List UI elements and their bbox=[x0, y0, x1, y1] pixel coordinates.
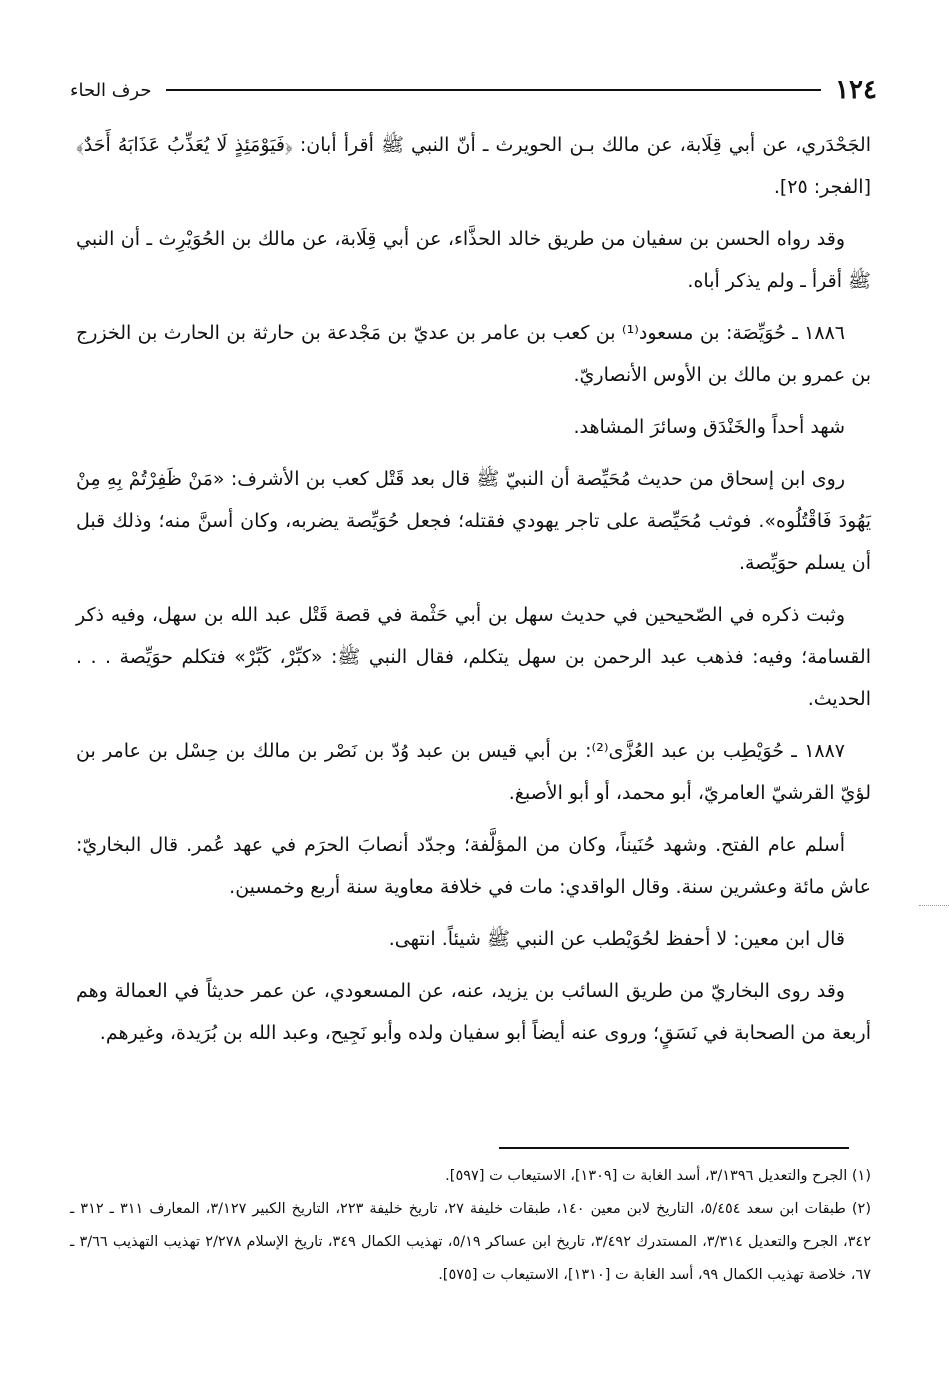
footnotes bbox=[70, 1160, 871, 1292]
footnote-separator bbox=[499, 1147, 849, 1149]
paragraph: وقد روى البخاريّ من طريق السائب بن يزيد، عنه، عن المسعودي، عن عمر حديثاً في العمالة وهم أربعة من الصحابة في نَسَقٍ؛ وروى عنه أيضاً أبو سفيان ولده وأبو نَجِيح، وعبد الله بن بُرَيدة، وغيرهم. bbox=[76, 980, 871, 1044]
paragraph: وثبت ذكره في الصّحيحين في حديث سهل بن أبي حَثْمة في قصة قَتْل عبد الله بن سهل، وفيه ذكر القسامة؛ وفيه: فذهب عبد الرحمن بن سهل يتكلم، فقال النبي ﷺ: «كبِّرْ، كَبِّرْ» فتكلم حوَيِّصة . . . الحديث. bbox=[76, 604, 871, 710]
paragraph: شهد أحداً والخَنْدَق وسائرَ المشاهد. bbox=[573, 416, 845, 438]
running-title: حرف الحاء bbox=[70, 79, 152, 101]
paragraph: أسلم عام الفتح. وشهد حُنَيناً، وكان من المؤلَّفة؛ وجدّد أنصابَ الحرَم في عهد عُمر. قال البخاريّ: عاش مائة وعشرين سنة. وقال الواقدي: مات في خلافة معاوية سنة أربع وخمسين. bbox=[76, 834, 871, 898]
margin-mark bbox=[919, 905, 949, 906]
main-text bbox=[76, 124, 871, 1064]
paragraph-continuation: الجَحْدَري، عن أبي قِلَابة، عن مالك بـن الحويرث ـ أنّ النبي ﷺ أقرأ أبان: ﴿فَيَوْمَئِذٍ لَا يُعَذِّبُ عَذَابَهُ أَحَدٌ﴾ [الفجر: ٢٥]. bbox=[76, 134, 871, 198]
paragraph: روى ابن إسحاق من حديث مُحَيِّصة أن النبيّ ﷺ قال بعد قَتْل كعب بن الأشرف: «مَنْ ظَفِرْتُمْ بِهِ مِنْ يَهُودَ فَاقْتُلُوه». فوثب مُحَيِّصة على تاجر يهودي فقتله؛ فجعل حُوَيِّصة يضربه، وكان أسنَّ منه؛ وذلك قبل أن يسلم حوَيِّصة. bbox=[76, 468, 871, 574]
footnote-1: (١) الجرح والتعديل ٣/١٣٩٦، أسد الغابة ت [١٣٠٩]، الاستيعاب ت [٥٩٧]. bbox=[445, 1168, 871, 1184]
entry-1886: ١٨٨٦ ـ حُوَيِّصَة: بن مسعود⁽¹⁾ بن كعب بن عامر بن عديّ بن مَجْدعة بن حارثة بن الحارث بن الخزرج بن عمرو بن مالك بن الأوس الأنصاريّ. bbox=[76, 322, 871, 386]
page-number: ١٢٤ bbox=[835, 75, 877, 105]
header-rule bbox=[166, 89, 822, 91]
page-header bbox=[70, 70, 877, 110]
paragraph: قال ابن معين: لا أحفظ لحُوَيْطب عن النبي ﷺ شيئاً. انتهى. bbox=[388, 928, 845, 950]
footnote-2: (٢) طبقات ابن سعد ٥/٤٥٤، التاريخ لابن معين ١٤٠، طبقات خليفة ٢٧، تاريخ خليفة ٢٢٣، التاريخ الكبير ٣/١٢٧، المعارف ٣١١ ـ ٣١٢ ـ ٣٤٢، الجرح والتعديل ٣/٣١٤، المستدرك ٣/٤٩٢، تاريخ ابن عساكر ٥/١٩، تهذيب الكمال ٣٤٩، تاريخ الإسلام ٢/٢٧٨ تهذيب التهذيب ٣/٦٦ ـ ٦٧، خلاصة تهذيب الكمال ٩٩، أسد الغابة ت [١٣١٠]، الاستيعاب ت [٥٧٥]. bbox=[70, 1201, 872, 1283]
entry-1887: ١٨٨٧ ـ حُوَيْطِب بن عبد العُزَّى⁽²⁾: بن أبي قيس بن عبد وُدّ بن نَصْر بن مالك بن حِسْل بن عامر بن لؤيّ القرشيّ العامريّ، أبو محمد، أو أبو الأصبغ. bbox=[76, 740, 871, 804]
paragraph: وقد رواه الحسن بن سفيان من طريق خالد الحذَّاء، عن أبي قِلَابة، عن مالك بن الحُوَيْرِث ـ أن النبي ﷺ أقرأ ـ ولم يذكر أباه. bbox=[76, 228, 871, 292]
